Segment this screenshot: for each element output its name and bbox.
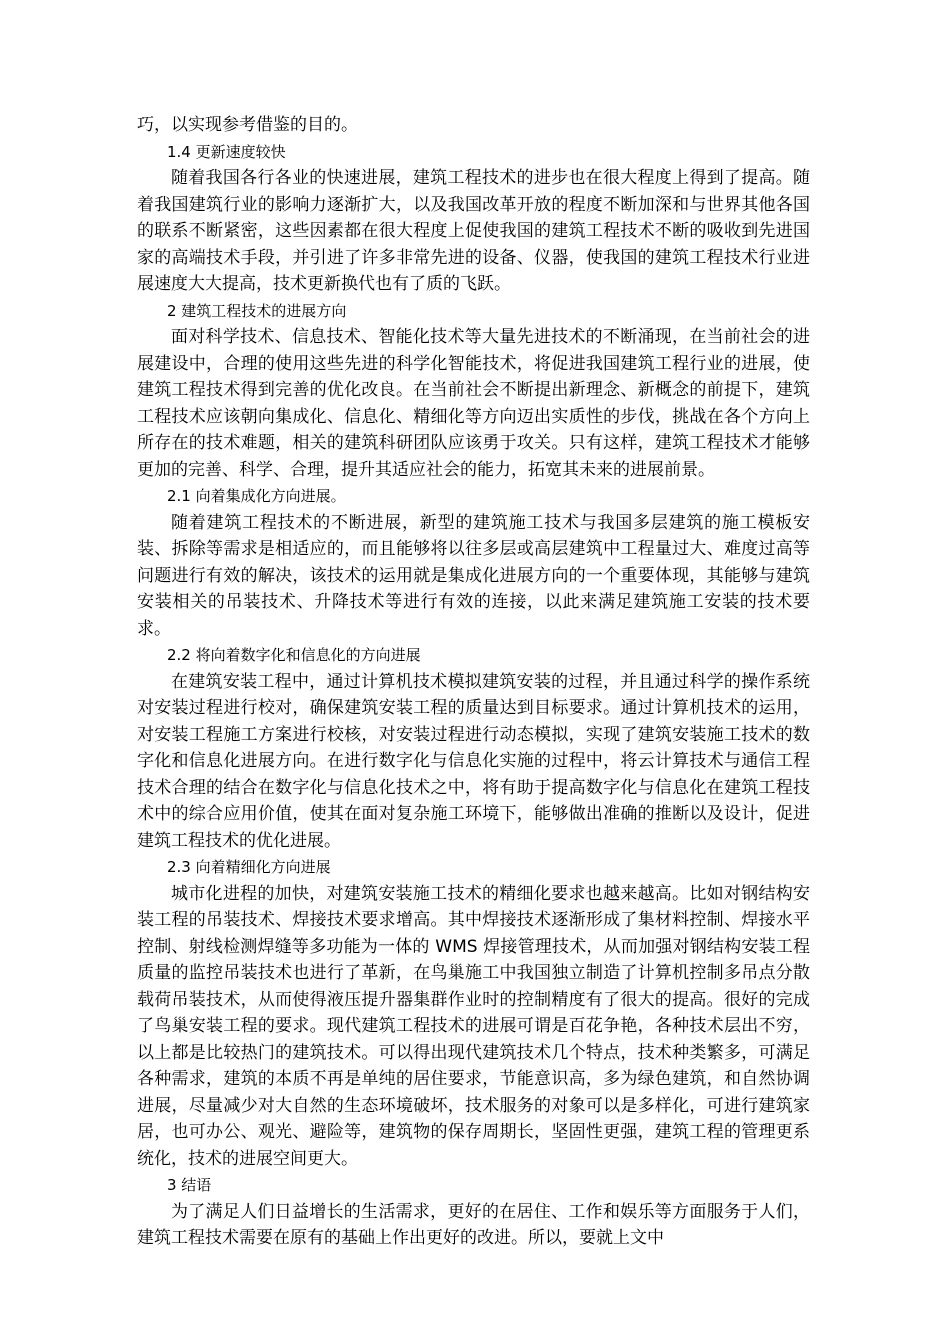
section-heading-2-3: 2.3 向着精细化方向进展 xyxy=(167,858,331,876)
paragraph-integration: 随着建筑工程技术的不断进展，新型的建筑施工技术与我国多层建筑的施工模板安装、拆除等需求是相适应的，而且能够将以往多层或高层建筑中工程量过大、难度过高等问题进行有效的解决，该技术的运用就是集成化进展方向的一个重要体现，其能够与建筑安装相关的吊装技术、升降技术等进行有效的连接，以此来满足建筑施工安装的技术要求。 xyxy=(137,512,810,639)
section-heading-3: 3 结语 xyxy=(167,1176,212,1194)
section-heading-2-2: 2.2 将向着数字化和信息化的方向进展 xyxy=(167,646,421,664)
paragraph-update-speed: 随着我国各行各业的快速进展，建筑工程技术的进步也在很大程度上得到了提高。随着我国建筑行业的影响力逐渐扩大，以及我国改革开放的程度不断加深和与世界其他各国的联系不断紧密，这些因素都在很大程度上促使我国的建筑工程技术不断的吸收到先进国家的高端技术手段，并引进了许多非常先进的设备、仪器，使我国的建筑工程技术行业进展速度大大提高，技术更新换代也有了质的飞跃。 xyxy=(137,168,810,294)
paragraph-digitization: 在建筑安装工程中，通过计算机技术模拟建筑安装的过程，并且通过科学的操作系统对安装过程进行校对，确保建筑安装工程的质量达到目标要求。通过计算机技术的运用，对安装工程施工方案进行校核，对安装过程进行动态模拟，实现了建筑安装施工技术的数字化和信息化进展方向。在进行数字化与信息化实施的过程中，将云计算技术与通信工程技术合理的结合在数字化与信息化技术之中，将有助于提高数字化与信息化在建筑工程技术中的综合应用价值，使其在面对复杂施工环境下，能够做出准确的推断以及设计，促进建筑工程技术的优化进展。 xyxy=(137,671,810,851)
paragraph-development-direction: 面对科学技术、信息技术、智能化技术等大量先进技术的不断涌现，在当前社会的进展建设中，合理的使用这些先进的科学化智能技术，将促进我国建筑工程行业的进展，使建筑工程技术得到完善的优化改良。在当前社会不断提出新理念、新概念的前提下，建筑工程技术应该朝向集成化、信息化、精细化等方向迈出实质性的步伐，挑战在各个方向上所存在的技术难题，相关的建筑科研团队应该勇于攻关。只有这样，建筑工程技术才能够更加的完善、科学、合理，提升其适应社会的能力，拓宽其未来的进展前景。 xyxy=(137,327,810,480)
paragraph-refinement: 城市化进程的加快，对建筑安装施工技术的精细化要求也越来越高。比如对钢结构安装工程的吊装技术、焊接技术要求增高。其中焊接技术逐渐形成了集材料控制、焊接水平控制、射线检测焊缝等多功能为一体的 WMS 焊接管理技术，从而加强对钢结构安装工程质量的监控吊装技术也进行了革新，在鸟巢施工中我国独立制造了计算机控制多吊点分散载荷吊装技术，从而使得液压提升器集群作业时的控制精度有了很大的提高。很好的完成了鸟巢安装工程的要求。现代建筑工程技术的进展可谓是百花争艳，各种技术层出不穷，以上都是比较热门的建筑技术。可以得出现代建筑技术几个特点，技术种类繁多，可满足各种需求，建筑的本质不再是单纯的居住要求，节能意识高，多为绿色建筑，和自然协调进展，尽量减少对大自然的生态环境破坏，技术服务的对象可以是多样化，可进行建筑家居，也可办公、观光、避险等，建筑物的保存周期长，坚固性更强，建筑工程的管理更系统化，技术的进展空间更大。 xyxy=(137,883,810,1169)
paragraph-conclusion: 为了满足人们日益增长的生活需求，更好的在居住、工作和娱乐等方面服务于人们，建筑工程技术需要在原有的基础上作出更好的改进。所以，要就上文中 xyxy=(137,1201,810,1248)
section-heading-2-1: 2.1 向着集成化方向进展。 xyxy=(167,487,346,505)
section-heading-1-4: 1.4 更新速度较快 xyxy=(167,142,286,161)
document-page xyxy=(137,112,810,1252)
paragraph-continued: 巧，以实现参考借鉴的目的。 xyxy=(137,115,358,135)
section-heading-2: 2 建筑工程技术的进展方向 xyxy=(167,301,347,320)
